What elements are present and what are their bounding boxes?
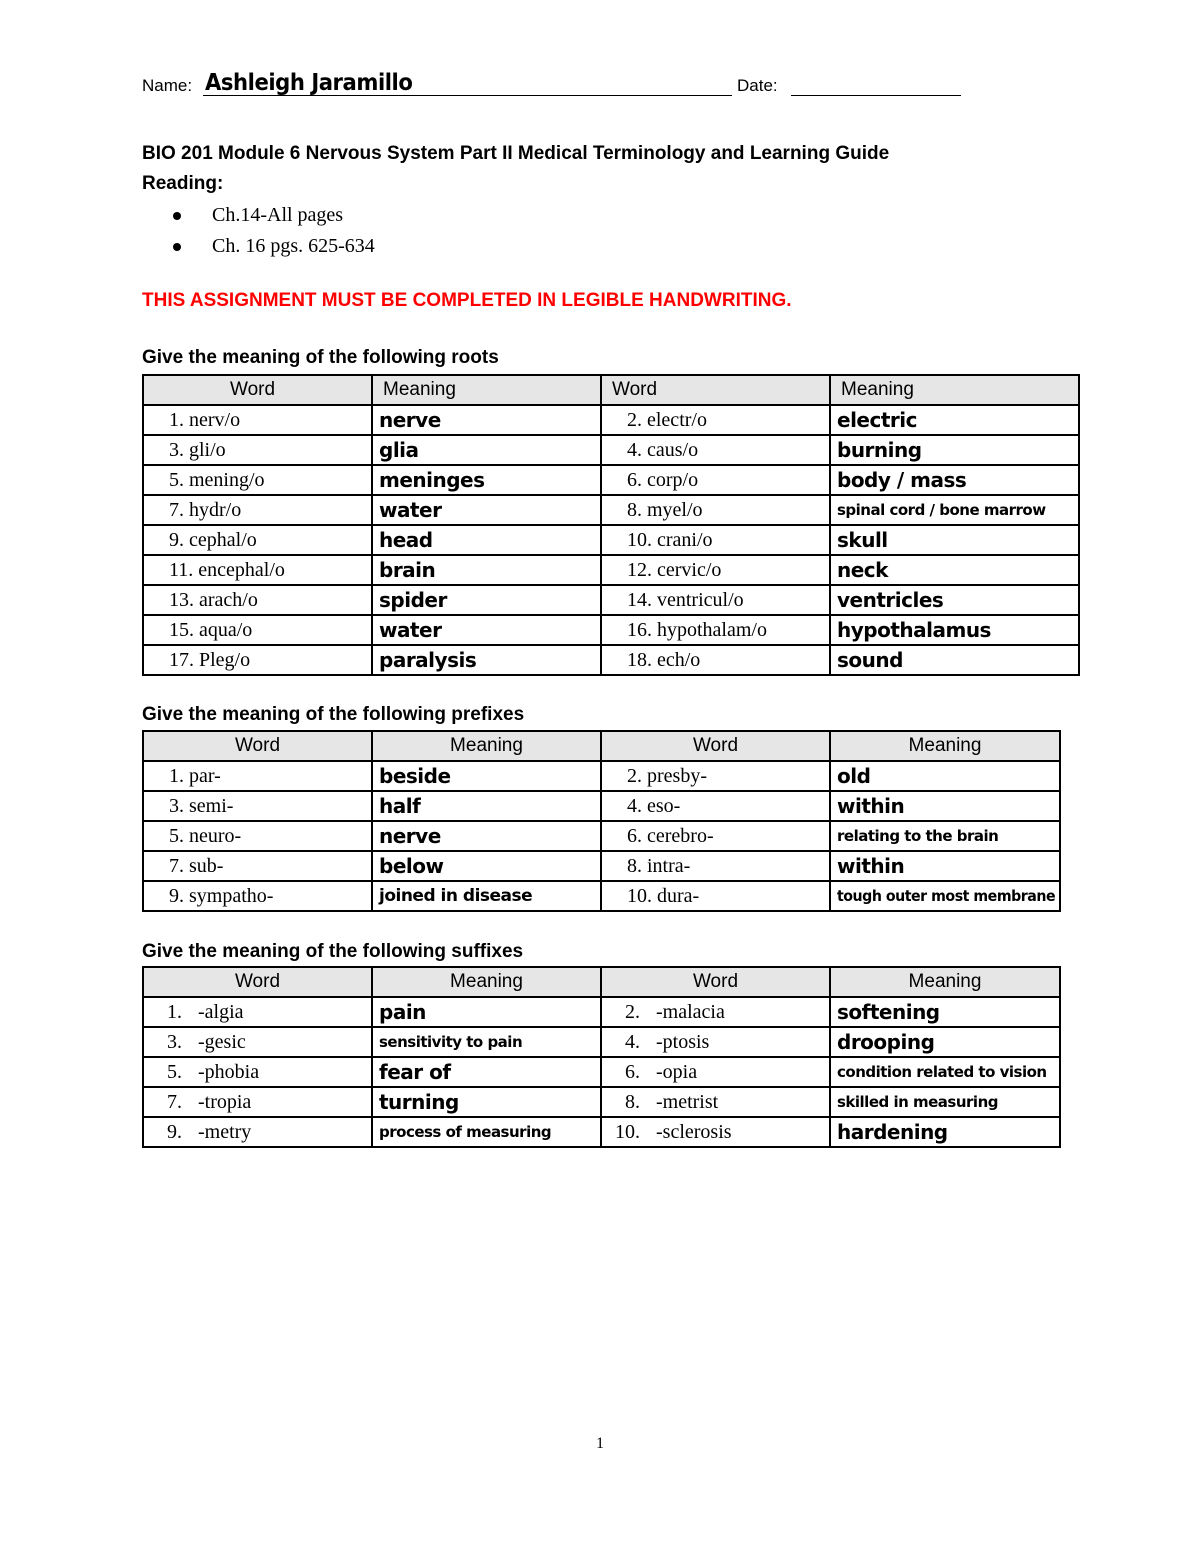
date-label: Date: <box>737 76 778 95</box>
column-header: Meaning <box>830 731 1060 761</box>
meaning-cell[interactable] <box>372 525 601 555</box>
meaning-cell[interactable] <box>372 821 601 851</box>
meaning-cell[interactable] <box>372 435 601 465</box>
handwritten-answer: hypothalamus <box>837 618 991 642</box>
reading-item: Ch. 16 pgs. 625-634 <box>172 231 375 262</box>
word-cell <box>601 791 830 821</box>
meaning-cell[interactable] <box>372 791 601 821</box>
word-cell <box>143 405 372 435</box>
handwritten-answer: nerve <box>379 824 441 848</box>
table-row <box>143 1087 1060 1117</box>
word-cell <box>143 615 372 645</box>
handwritten-answer: within <box>837 794 905 818</box>
page-number: 1 <box>596 1435 604 1452</box>
meaning-cell[interactable] <box>372 615 601 645</box>
word-cell <box>601 615 830 645</box>
word-text: 6. corp/o <box>627 468 699 491</box>
handwritten-answer: head <box>379 528 433 552</box>
roots-heading: Give the meaning of the following roots <box>142 347 499 368</box>
table-row <box>143 821 1060 851</box>
word-cell <box>601 525 830 555</box>
word-cell <box>601 881 830 911</box>
suffixes-heading: Give the meaning of the following suffixes <box>142 941 524 962</box>
prefixes-heading: Give the meaning of the following prefixes <box>142 704 525 725</box>
word-cell <box>143 881 372 911</box>
word-text: 7. sub- <box>169 854 224 877</box>
word-number: 9. <box>167 1120 182 1143</box>
date-field[interactable] <box>791 70 961 96</box>
word-text: 18. ech/o <box>627 648 701 671</box>
handwritten-answer: burning <box>837 438 922 462</box>
word-text: 4. caus/o <box>627 438 699 461</box>
word-text: -algia <box>198 1000 244 1023</box>
handwritten-answer: paralysis <box>379 648 477 672</box>
table-row <box>143 881 1060 911</box>
word-text: 8. myel/o <box>627 498 703 521</box>
table-header-row <box>143 731 1060 761</box>
handwritten-answer: skull <box>837 528 888 552</box>
word-number: 8. <box>625 1090 640 1113</box>
word-cell <box>601 1117 830 1147</box>
word-number: 2. <box>625 1000 640 1023</box>
word-cell <box>143 525 372 555</box>
meaning-cell[interactable] <box>830 1087 1060 1117</box>
column-header: Word <box>143 375 372 405</box>
table-header-row <box>143 967 1060 997</box>
table-row <box>143 465 1079 495</box>
word-text: -metry <box>198 1120 252 1143</box>
word-cell <box>143 465 372 495</box>
meaning-cell[interactable] <box>372 645 601 675</box>
handwritten-answer: ventricles <box>837 588 944 612</box>
word-cell <box>143 997 372 1027</box>
column-header: Word <box>143 967 372 997</box>
word-text: 10. crani/o <box>627 528 713 551</box>
table-row <box>143 645 1079 675</box>
word-text: 11. encephal/o <box>169 558 285 581</box>
handwritten-answer: half <box>379 794 421 818</box>
meaning-cell[interactable] <box>372 1057 601 1087</box>
word-number: 3. <box>167 1030 182 1053</box>
meaning-cell[interactable] <box>830 851 1060 881</box>
handwritten-answer: electric <box>837 408 917 432</box>
reading-label: Reading: <box>142 173 224 194</box>
handwritten-answer: beside <box>379 764 451 788</box>
word-text: 3. gli/o <box>169 438 226 461</box>
meaning-cell[interactable] <box>830 1117 1060 1147</box>
word-cell <box>601 645 830 675</box>
handwritten-answer: softening <box>837 1000 940 1024</box>
table-row <box>143 555 1079 585</box>
table-row <box>143 525 1079 555</box>
meaning-cell[interactable] <box>372 1087 601 1117</box>
word-text: 16. hypothalam/o <box>627 618 767 641</box>
column-header: Meaning <box>372 967 601 997</box>
word-text: 10. dura- <box>627 884 700 907</box>
word-text: -malacia <box>656 1000 725 1023</box>
word-cell <box>143 1117 372 1147</box>
handwritten-answer: body / mass <box>837 468 967 492</box>
handwritten-answer: meninges <box>379 468 485 492</box>
word-number: 7. <box>167 1090 182 1113</box>
column-header: Meaning <box>830 967 1060 997</box>
word-text: -opia <box>656 1060 698 1083</box>
table-row <box>143 435 1079 465</box>
word-cell <box>143 495 372 525</box>
word-text: -gesic <box>198 1030 246 1053</box>
meaning-cell[interactable] <box>830 645 1079 675</box>
table-row <box>143 495 1079 525</box>
word-cell <box>601 555 830 585</box>
handwritten-answer: tough outer most membrane <box>837 886 1056 905</box>
word-text: 5. neuro- <box>169 824 242 847</box>
handwritten-answer: below <box>379 854 444 878</box>
table-row <box>143 1057 1060 1087</box>
word-cell <box>143 555 372 585</box>
word-cell <box>601 1057 830 1087</box>
handwritten-answer: joined in disease <box>379 886 533 906</box>
handwritten-answer: spinal cord / bone marrow <box>837 500 1046 519</box>
meaning-cell[interactable] <box>830 1027 1060 1057</box>
meaning-cell[interactable] <box>830 465 1079 495</box>
reading-list <box>172 200 375 262</box>
word-cell <box>143 761 372 791</box>
roots-table <box>142 374 1080 676</box>
word-text: 17. Pleg/o <box>169 648 251 671</box>
word-text: 5. mening/o <box>169 468 265 491</box>
table-header-row <box>143 375 1079 405</box>
meaning-cell[interactable] <box>830 525 1079 555</box>
meaning-cell[interactable] <box>372 761 601 791</box>
meaning-cell[interactable] <box>830 555 1079 585</box>
word-cell <box>601 585 830 615</box>
word-text: -sclerosis <box>656 1120 732 1143</box>
word-text: -ptosis <box>656 1030 710 1053</box>
page-title: BIO 201 Module 6 Nervous System Part II Medical Terminology and Learning Guide <box>142 143 890 164</box>
meaning-cell[interactable] <box>372 465 601 495</box>
word-number: 5. <box>167 1060 182 1083</box>
table-row <box>143 615 1079 645</box>
word-cell <box>601 821 830 851</box>
meaning-cell[interactable] <box>372 405 601 435</box>
handwritten-answer: nerve <box>379 408 441 432</box>
meaning-cell[interactable] <box>372 851 601 881</box>
word-number: 4. <box>625 1030 640 1053</box>
handwritten-answer: old <box>837 764 871 788</box>
handwritten-answer: neck <box>837 558 888 582</box>
word-cell <box>601 405 830 435</box>
word-cell <box>143 1087 372 1117</box>
word-text: 9. sympatho- <box>169 884 274 907</box>
word-text: 15. aqua/o <box>169 618 253 641</box>
handwritten-answer: water <box>379 618 442 642</box>
meaning-cell[interactable] <box>830 821 1060 851</box>
word-text: 14. ventricul/o <box>627 588 744 611</box>
word-text: 2. presby- <box>627 764 707 787</box>
meaning-cell[interactable] <box>830 761 1060 791</box>
warning-text: THIS ASSIGNMENT MUST BE COMPLETED IN LEGIBLE HANDWRITING. <box>142 290 792 311</box>
suffixes-table <box>142 966 1061 1148</box>
word-text: 1. par- <box>169 764 221 787</box>
word-cell <box>143 645 372 675</box>
meaning-cell[interactable] <box>830 435 1079 465</box>
name-label: Name: <box>142 76 193 95</box>
word-text: 3. semi- <box>169 794 234 817</box>
column-header: Meaning <box>830 375 1079 405</box>
word-number: 1. <box>167 1000 182 1023</box>
word-text: 7. hydr/o <box>169 498 242 521</box>
word-cell <box>601 435 830 465</box>
prefixes-table <box>142 730 1061 912</box>
table-row <box>143 1027 1060 1057</box>
word-cell <box>143 791 372 821</box>
meaning-cell[interactable] <box>372 1117 601 1147</box>
handwritten-answer: sound <box>837 648 903 672</box>
meaning-cell[interactable] <box>830 585 1079 615</box>
table-row <box>143 585 1079 615</box>
handwritten-answer: fear of <box>379 1060 451 1084</box>
meaning-cell[interactable] <box>372 555 601 585</box>
handwritten-answer: condition related to vision <box>837 1062 1047 1081</box>
table-row <box>143 405 1079 435</box>
meaning-cell[interactable] <box>830 791 1060 821</box>
column-header: Word <box>601 731 830 761</box>
word-text: 12. cervic/o <box>627 558 722 581</box>
meaning-cell[interactable] <box>830 997 1060 1027</box>
meaning-cell[interactable] <box>830 495 1079 525</box>
handwritten-answer: turning <box>379 1090 459 1114</box>
word-cell <box>601 997 830 1027</box>
handwritten-answer: spider <box>379 588 447 612</box>
handwritten-answer: glia <box>379 438 419 462</box>
meaning-cell[interactable] <box>372 997 601 1027</box>
handwritten-answer: brain <box>379 558 436 582</box>
word-text: 9. cephal/o <box>169 528 257 551</box>
word-cell <box>601 761 830 791</box>
word-cell <box>601 851 830 881</box>
word-number: 10. <box>615 1120 640 1143</box>
word-cell <box>601 465 830 495</box>
word-cell <box>143 1057 372 1087</box>
handwritten-answer: hardening <box>837 1120 948 1144</box>
meaning-cell[interactable] <box>830 1057 1060 1087</box>
word-cell <box>143 435 372 465</box>
column-header: Word <box>601 375 830 405</box>
handwritten-answer: process of measuring <box>379 1122 552 1141</box>
word-cell <box>601 495 830 525</box>
word-cell <box>601 1027 830 1057</box>
handwritten-answer: skilled in measuring <box>837 1092 998 1111</box>
handwritten-answer: relating to the brain <box>837 826 999 845</box>
table-row <box>143 791 1060 821</box>
word-text: 13. arach/o <box>169 588 258 611</box>
table-row <box>143 997 1060 1027</box>
word-cell <box>143 851 372 881</box>
word-text: 1. nerv/o <box>169 408 241 431</box>
meaning-cell[interactable] <box>372 881 601 911</box>
handwritten-answer: within <box>837 854 905 878</box>
word-text: 6. cerebro- <box>627 824 714 847</box>
word-cell <box>143 821 372 851</box>
word-cell <box>143 585 372 615</box>
word-text: 4. eso- <box>627 794 681 817</box>
handwritten-answer: drooping <box>837 1030 935 1054</box>
word-cell <box>143 1027 372 1057</box>
word-cell <box>601 1087 830 1117</box>
column-header: Meaning <box>372 731 601 761</box>
meaning-cell[interactable] <box>830 615 1079 645</box>
word-text: -metrist <box>656 1090 719 1113</box>
meaning-cell[interactable] <box>830 405 1079 435</box>
column-header: Word <box>601 967 830 997</box>
table-row <box>143 851 1060 881</box>
word-text: -tropia <box>198 1090 252 1113</box>
meaning-cell[interactable] <box>372 495 601 525</box>
handwritten-answer: sensitivity to pain <box>379 1032 523 1051</box>
meaning-cell[interactable] <box>372 585 601 615</box>
column-header: Word <box>143 731 372 761</box>
meaning-cell[interactable] <box>372 1027 601 1057</box>
name-field[interactable] <box>203 70 732 96</box>
table-row <box>143 1117 1060 1147</box>
column-header: Meaning <box>372 375 601 405</box>
word-text: -phobia <box>198 1060 260 1083</box>
reading-item: Ch.14-All pages <box>172 200 375 231</box>
word-text: 8. intra- <box>627 854 691 877</box>
word-number: 6. <box>625 1060 640 1083</box>
name-value: Ashleigh Jaramillo <box>205 70 413 96</box>
word-text: 2. electr/o <box>627 408 707 431</box>
handwritten-answer: pain <box>379 1000 426 1024</box>
table-row <box>143 761 1060 791</box>
meaning-cell[interactable] <box>830 881 1060 911</box>
handwritten-answer: water <box>379 498 442 522</box>
